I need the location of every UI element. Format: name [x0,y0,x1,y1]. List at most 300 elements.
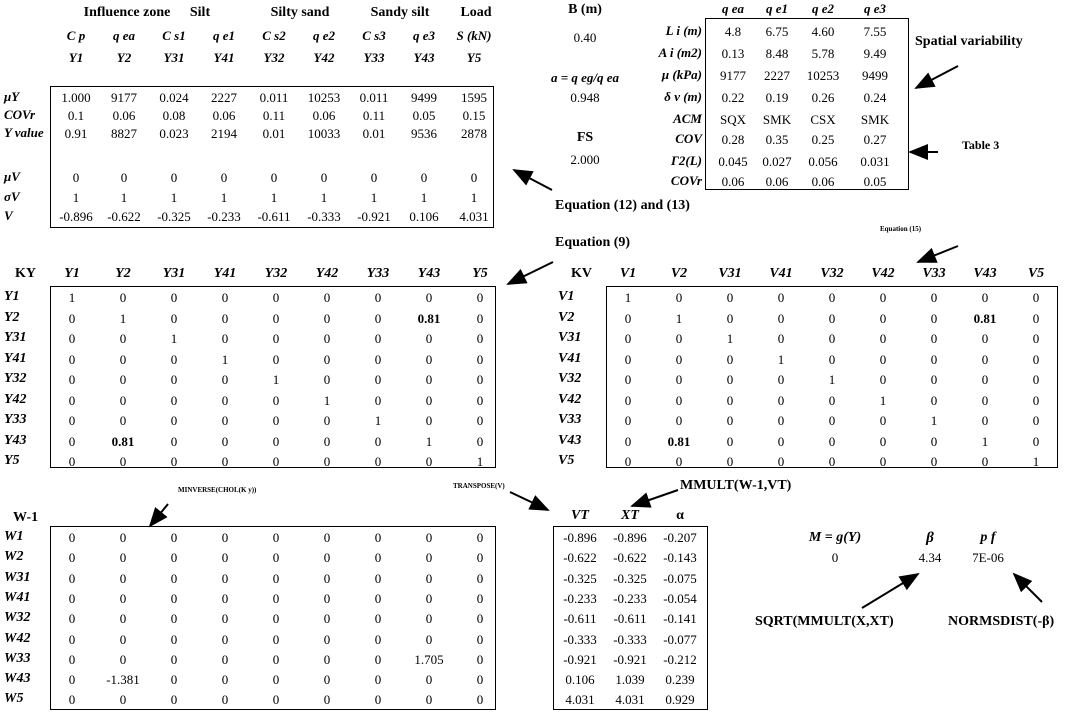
ky-cell: 0 [68,372,76,387]
winv-cell: 0 [323,550,331,566]
ky-cell: 0 [221,413,229,428]
winv-cell: 0 [425,590,433,606]
vxa-cell: -0.212 [663,651,697,667]
ky-cell: 0 [272,413,280,428]
influence-cell: -0.333 [307,209,341,224]
ky-cell: 0 [272,454,280,469]
y-label: Y42 [313,50,335,65]
ky-cell: 0 [425,290,433,305]
ky-cell: 0 [374,433,382,449]
minverse-note: MINVERSE(CHOL(K y)) [178,486,257,494]
ky-cell: 1 [476,454,484,469]
ky-cell: 0 [374,392,382,408]
ky-cell: 0.81 [111,433,135,449]
vxa-cell: -0.333 [613,631,647,647]
kv-cell: 0 [726,454,734,469]
kv-row-label: V32 [558,371,582,386]
ky-row-label: Y32 [4,371,27,386]
kv-cell: 1 [879,392,887,408]
ky-cell: 0 [221,290,229,305]
ky-cell: 0 [119,392,127,408]
influence-cell: 1 [170,190,178,205]
influence-cell: 0 [470,170,478,185]
influence-cell: 0.06 [312,108,336,123]
ky-cell: 0 [170,351,178,367]
kv-cell: 0 [981,290,989,305]
ky-cell: 1 [425,433,433,449]
winv-cell: 0 [68,651,76,667]
ky-col-header: Y32 [264,266,288,281]
ky-cell: 0 [119,331,127,346]
winv-row-label: W43 [4,671,31,687]
winv-cell: 0 [221,631,229,647]
kv-cell: 1 [828,372,836,387]
influence-header: Silty sand [270,5,330,20]
fs-label: FS [576,130,594,145]
table3-cell: 0.35 [765,132,789,147]
ky-row-label: Y5 [4,453,20,468]
y-label: Y33 [363,50,385,65]
kv-col-header: V33 [922,266,946,281]
ky-cell: 0 [170,454,178,469]
ky-cell: 0 [272,392,280,408]
influence-cell: -0.325 [157,209,191,224]
ky-cell: 0 [68,310,76,326]
kv-cell: 0 [1032,372,1040,387]
winv-cell: 0 [170,692,178,708]
arrow-minverse [150,504,168,526]
winv-cell: 0 [170,651,178,667]
kv-cell: 0 [981,454,989,469]
sqrt-note: SQRT(MMULT(X,XT) [755,614,894,629]
winv-cell: 0 [170,570,178,586]
influence-cell: 0.1 [67,108,85,123]
influence-cell: 10253 [307,90,341,105]
ky-cell: 0 [476,331,484,346]
table3-cell: SMK [762,112,792,127]
kv-cell: 1 [675,310,683,326]
winv-cell: 0 [221,672,229,688]
ky-cell: 1 [323,392,331,408]
ky-col-header: Y5 [472,266,488,281]
table3-cell: 6.75 [765,24,789,39]
ky-cell: 0 [476,290,484,305]
arrow-transpose [510,492,548,510]
ky-cell: 0 [170,392,178,408]
winv-cell: 0 [272,651,280,667]
ky-cell: 0 [119,290,127,305]
ky-row-label: Y2 [4,309,20,325]
param-label: q e1 [212,28,236,43]
table3-cell: 0.031 [860,154,890,169]
table3-header: q e3 [863,1,887,16]
kv-cell: 0 [828,351,836,367]
kv-cell: 0 [930,290,938,305]
vxa-cell: -0.141 [663,611,697,627]
kv-cell: 0 [930,331,938,346]
winv-cell: 0 [476,631,484,647]
winv-cell: 0 [272,631,280,647]
y-label: Y43 [413,50,435,65]
kv-cell: 0 [777,290,785,305]
winv-row-label: W1 [4,529,24,544]
influence-cell: 9536 [411,126,437,141]
ky-cell: 0 [476,413,484,428]
kv-cell: 0 [726,372,734,387]
influence-cell: 1 [320,190,328,205]
winv-cell: 0 [476,550,484,566]
table3-cell: 0.19 [765,90,789,105]
arrow-eq12 [514,170,552,190]
kv-cell: 0 [675,351,683,367]
kv-cell: 0 [675,331,683,346]
ky-cell: 1 [272,372,280,387]
y-label: Y32 [263,50,285,65]
ky-cell: 0 [272,310,280,326]
winv-cell: 0 [476,590,484,606]
vxa-cell: -0.075 [663,570,697,586]
table3-header: q ea [721,1,745,16]
ky-cell: 0 [323,290,331,305]
table3-row-label: L i (m) [665,23,702,38]
influence-cell: -0.611 [257,209,291,224]
winv-cell: 0 [374,611,382,627]
winv-cell: 0 [374,672,382,688]
kv-cell: 0 [777,433,785,449]
kv-cell: 0 [879,351,887,367]
ky-col-header: Y1 [64,266,80,281]
ky-col-header: Y42 [315,266,339,281]
kv-cell: 1 [1032,454,1040,469]
ky-row-label: Y43 [4,432,27,448]
ky-col-header: Y33 [366,266,390,281]
winv-cell: 0 [374,651,382,667]
arrow-eq9 [508,262,553,284]
vxa-header: α [676,508,684,523]
vxa-cell: -0.077 [663,631,697,647]
influence-cell: 2227 [211,90,237,105]
ky-cell: 0 [170,290,178,305]
influence-cell: -0.622 [107,209,141,224]
winv-cell: 0 [272,570,280,586]
kv-col-header: V32 [820,266,844,281]
normsdist-note: NORMSDIST(-β) [948,614,1055,629]
winv-cell: 0 [323,651,331,667]
kv-row-label: V43 [558,432,582,448]
kv-cell: 0 [726,310,734,326]
a-value: 0.948 [570,90,600,105]
ky-cell: 0 [374,372,382,387]
param-label: C s3 [362,28,386,43]
winv-row-label: W33 [4,650,31,666]
arrow-spatial [916,66,958,88]
ky-cell: 0 [425,351,433,367]
influence-cell: 10033 [307,126,341,141]
table3-cell: 0.28 [721,132,745,147]
influence-cell: 1595 [461,90,487,105]
ky-cell: 0 [374,290,382,305]
kv-row-label: V31 [558,330,582,345]
winv-cell: 0 [221,692,229,708]
influence-cell: 1 [72,190,80,205]
winv-cell: 0 [221,590,229,606]
table3-row-label: Γ2(L) [671,153,702,168]
winv-cell: 0 [68,672,76,688]
influence-cell: -0.896 [59,209,93,224]
ky-cell: 0 [170,310,178,326]
ky-cell: 0 [68,331,76,346]
influence-cell: 0.15 [462,108,486,123]
kv-cell: 0 [879,290,887,305]
table3-cell: 0.13 [721,46,745,61]
ky-col-header: Y2 [115,266,131,281]
influence-cell: -0.921 [357,209,391,224]
kv-row-label: V2 [558,309,575,325]
ky-row-label: Y42 [4,391,27,407]
kv-col-header: V42 [871,266,895,281]
ky-cell: 0 [221,310,229,326]
kv-cell: 0 [1032,392,1040,408]
influence-header: Silt [189,5,211,20]
kv-col-header: V31 [718,266,742,281]
winv-cell: 0 [221,570,229,586]
ky-cell: 0 [374,351,382,367]
kv-cell: 0.81 [667,433,691,449]
kv-cell: 0 [777,331,785,346]
winv-cell: 0 [170,631,178,647]
table3-cell: 10253 [806,68,840,83]
y-label: Y5 [466,50,482,65]
winv-cell: 0 [68,590,76,606]
kv-cell: 0 [726,413,734,428]
vxa-cell: -0.333 [563,631,597,647]
kv-cell: 0 [930,392,938,408]
kv-cell: 0 [981,372,989,387]
vxa-cell: -0.325 [613,570,647,586]
table3-cell: 0.24 [863,90,887,105]
kv-cell: 0 [879,413,887,428]
winv-cell: 0 [170,590,178,606]
vxa-cell: -0.896 [613,530,647,545]
kv-cell: 0 [624,392,632,408]
ky-cell: 0 [68,454,76,469]
kv-row-label: V1 [558,289,575,304]
influence-header: Sandy silt [370,5,430,20]
influence-cell: 0 [72,170,80,185]
kv-col-header: V41 [769,266,793,281]
winv-cell: 0 [221,550,229,566]
ky-cell: 0 [476,372,484,387]
winv-cell: 0 [374,590,382,606]
winv-cell: 0 [323,692,331,708]
influence-cell: 0.06 [112,108,136,123]
a-label: a = q eg/q ea [550,70,620,85]
table3-row-label: μ (kPa) [661,67,702,82]
ky-cell: 0 [68,351,76,367]
mmult-note: MMULT(W-1,VT) [680,478,792,493]
kv-cell: 0 [828,433,836,449]
kv-cell: 0 [624,372,632,387]
winv-cell: 0 [323,570,331,586]
winv-cell: 0 [425,570,433,586]
table3-cell: 0.045 [718,154,748,169]
influence-cell: 0 [220,170,228,185]
winv-cell: 0 [476,672,484,688]
vxa-cell: -0.233 [563,590,597,606]
kv-cell: 0 [726,351,734,367]
ky-cell: 0 [374,454,382,469]
table3-cell: 5.78 [811,46,835,61]
param-label: q e2 [312,28,336,43]
winv-cell: 0 [272,692,280,708]
ky-cell: 0 [119,454,127,469]
kv-row-label: V41 [558,350,582,366]
ky-title: KY [15,266,36,281]
table3-cell: 0.27 [863,132,887,147]
influence-cell: 8827 [111,126,137,141]
kv-cell: 0 [981,331,989,346]
transpose-note: TRANSPOSE(V) [453,482,505,490]
winv-cell: -1.381 [106,672,140,688]
vxa-cell: -0.921 [613,651,647,667]
kv-cell: 0 [675,290,683,305]
winv-row-label: W42 [4,630,31,646]
winv-cell: 0 [68,530,76,545]
winv-cell: 0 [68,692,76,708]
kv-cell: 0 [777,454,785,469]
ky-cell: 0 [221,331,229,346]
kv-cell: 0 [879,454,887,469]
kv-cell: 0 [930,433,938,449]
table3-row-label: A i (m2) [658,45,702,60]
winv-cell: 0 [476,530,484,545]
influence-cell: 0.011 [259,90,289,105]
ky-cell: 1 [374,413,382,428]
kv-cell: 0 [777,392,785,408]
ky-cell: 1 [119,310,127,326]
winv-cell: 0 [119,590,127,606]
winv-cell: 0 [68,631,76,647]
winv-cell: 1.705 [414,651,444,667]
vxa-cell: 4.031 [615,692,645,708]
influence-cell: 0.106 [409,209,439,224]
influence-cell: 0.05 [412,108,436,123]
kv-cell: 0 [981,392,989,408]
ky-col-header: Y43 [417,266,441,281]
winv-cell: 0 [374,570,382,586]
kv-col-header: V43 [973,266,997,281]
table3-header: q e1 [765,1,789,16]
kv-cell: 0 [624,454,632,469]
kv-col-header: V1 [619,266,637,281]
kv-cell: 0 [777,310,785,326]
winv-cell: 0 [323,530,331,545]
table3-row-label: ACM [673,111,702,126]
ky-cell: 0 [119,413,127,428]
ky-cell: 0 [425,331,433,346]
influence-cell: 0 [120,170,128,185]
kv-cell: 0 [624,433,632,449]
ky-cell: 0 [425,413,433,428]
winv-cell: 0 [323,672,331,688]
influence-cell: 0 [170,170,178,185]
winv-cell: 0 [170,672,178,688]
kv-cell: 0 [624,310,632,326]
ky-cell: 0 [272,331,280,346]
winv-cell: 0 [374,692,382,708]
y-label: Y31 [163,50,185,65]
kv-cell: 0 [675,392,683,408]
table3-cell: 7.55 [863,24,887,39]
kv-cell: 0 [624,331,632,346]
table3-cell: SMK [860,112,890,127]
influence-cell: 0 [320,170,328,185]
kv-cell: 1 [777,351,785,367]
ky-cell: 0 [170,433,178,449]
ky-cell: 0 [323,310,331,326]
influence-cell: 1 [420,190,428,205]
winv-cell: 0 [170,550,178,566]
winv-cell: 0 [476,611,484,627]
kv-cell: 0 [1032,290,1040,305]
winv-cell: 0 [119,611,127,627]
kv-row-label: V5 [558,453,575,468]
ky-cell: 0 [323,351,331,367]
kv-cell: 0 [879,310,887,326]
influence-cell: 0 [370,170,378,185]
kv-cell: 0 [828,290,836,305]
influence-cell: 0 [420,170,428,185]
influence-cell: 0.08 [162,108,186,123]
ky-cell: 0 [221,392,229,408]
kv-cell: 0 [1032,351,1040,367]
ky-row-label: Y31 [4,330,27,345]
kv-cell: 0 [879,331,887,346]
row-label: μY [4,89,20,104]
ky-cell: 0 [68,413,76,428]
ky-cell: 0 [119,372,127,387]
table3-cell: 8.48 [765,46,789,61]
table3-row-label: δ v (m) [664,89,702,104]
influence-cell: 0.011 [359,90,389,105]
winv-cell: 0 [323,631,331,647]
param-label: q ea [112,28,136,43]
b-label: B (m) [568,2,602,17]
kv-cell: 0 [930,454,938,469]
winv-cell: 0 [119,631,127,647]
table3-cell: 0.22 [721,90,745,105]
kv-cell: 0 [828,454,836,469]
winv-cell: 0 [170,530,178,545]
kv-cell: 0 [981,413,989,428]
influence-header: Load [460,5,492,20]
kv-title: KV [571,266,592,281]
ky-cell: 1 [170,331,178,346]
kv-cell: 0 [726,433,734,449]
ky-col-header: Y41 [213,266,237,281]
kv-cell: 0 [624,413,632,428]
winv-cell: 0 [476,651,484,667]
kv-cell: 0 [981,351,989,367]
influence-cell: 4.031 [459,209,489,224]
kv-cell: 0 [726,290,734,305]
kv-cell: 0 [930,372,938,387]
vxa-cell: 0.239 [665,672,695,688]
kv-cell: 0.81 [973,310,997,326]
arrow-mmult [632,490,678,506]
winv-row-label: W31 [4,569,31,585]
y-label: Y2 [116,50,132,65]
